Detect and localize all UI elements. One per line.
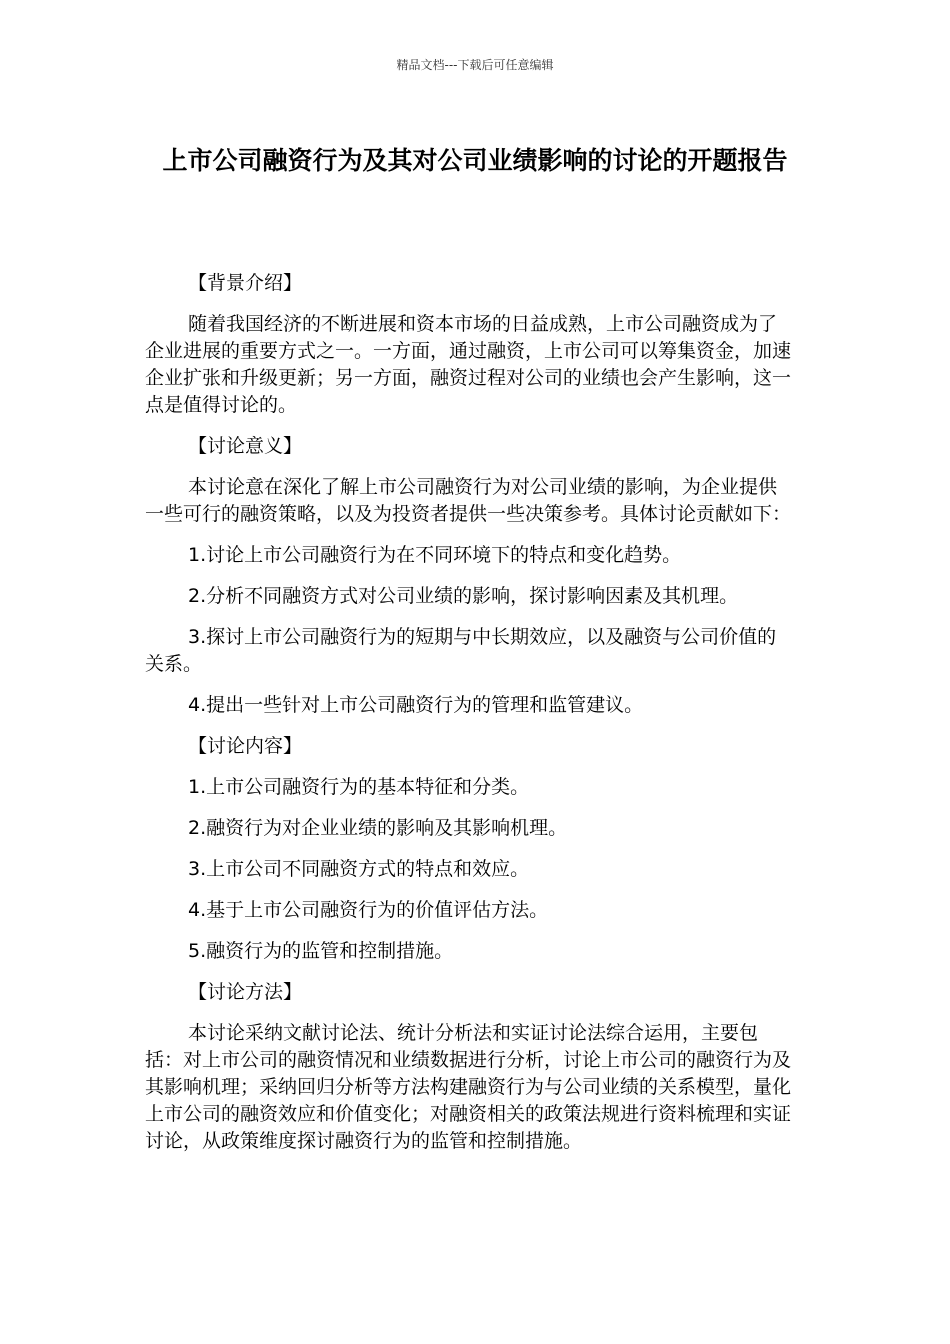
list-item: 3.上市公司不同融资方式的特点和效应。 bbox=[188, 858, 530, 880]
section-heading-background: 【背景介绍】 bbox=[188, 272, 303, 294]
paragraph-method: 本讨论采纳文献讨论法、统计分析法和实证讨论法综合运用，主要包括：对上市公司的融资情况和业绩数据进行分析，讨论上市公司的融资行为及其影响机理；采纳回归分析等方法构建融资行为与公司业绩的关系模型，量化上市公司的融资效应和价值变化；对融资相关的政策法规进行资料梳理和实证讨论，从政策维度探讨融资行为的监管和控制措施。 bbox=[145, 1022, 792, 1152]
document-body bbox=[145, 270, 795, 1169]
list-item: 1.上市公司融资行为的基本特征和分类。 bbox=[188, 776, 530, 798]
section-heading-content: 【讨论内容】 bbox=[188, 735, 303, 757]
header-note: 精品文档---下载后可任意编辑 bbox=[396, 58, 554, 72]
paragraph-significance: 本讨论意在深化了解上市公司融资行为对公司业绩的影响，为企业提供一些可行的融资策略，以及为投资者提供一些决策参考。具体讨论贡献如下： bbox=[145, 476, 792, 525]
list-item: 5.融资行为的监管和控制措施。 bbox=[188, 940, 454, 962]
document-title: 上市公司融资行为及其对公司业绩影响的讨论的开题报告 bbox=[162, 146, 788, 175]
section-heading-significance: 【讨论意义】 bbox=[188, 435, 303, 457]
list-item: 1.讨论上市公司融资行为在不同环境下的特点和变化趋势。 bbox=[188, 544, 682, 566]
paragraph-background: 随着我国经济的不断进展和资本市场的日益成熟，上市公司融资成为了企业进展的重要方式之一。一方面，通过融资，上市公司可以筹集资金，加速企业扩张和升级更新；另一方面，融资过程对公司的业绩也会产生影响，这一点是值得讨论的。 bbox=[145, 313, 792, 416]
list-item: 4.基于上市公司融资行为的价值评估方法。 bbox=[188, 899, 549, 921]
section-heading-method: 【讨论方法】 bbox=[188, 981, 303, 1003]
list-item: 2.融资行为对企业业绩的影响及其影响机理。 bbox=[188, 817, 568, 839]
list-item: 4.提出一些针对上市公司融资行为的管理和监管建议。 bbox=[188, 694, 644, 716]
list-item: 3.探讨上市公司融资行为的短期与中长期效应，以及融资与公司价值的关系。 bbox=[145, 626, 777, 675]
list-item: 2.分析不同融资方式对公司业绩的影响，探讨影响因素及其机理。 bbox=[188, 585, 739, 607]
